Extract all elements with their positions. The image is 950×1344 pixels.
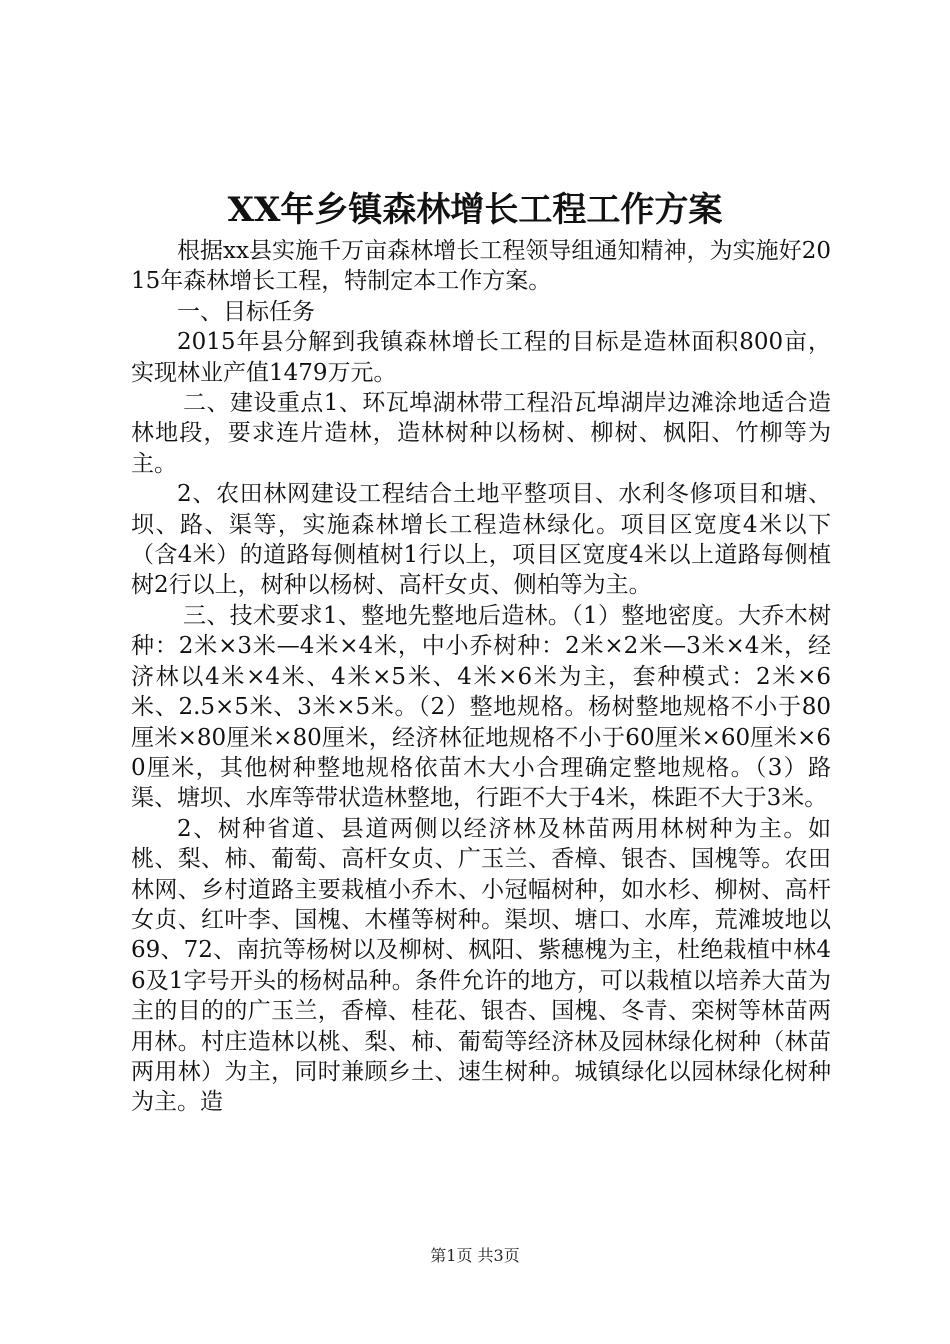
- page-footer: 第1页 共3页: [430, 1246, 520, 1265]
- paragraph-intro: 根据xx县实施千万亩森林增长工程领导组通知精神，为实施好2015年森林增长工程，特制定本工作方案。: [131, 238, 831, 295]
- document-body: [131, 236, 831, 1118]
- paragraph-farmland-network: 2、农田林网建设工程结合土地平整项目、水利冬修项目和塘、坝、路、渠等，实施森林增长工程造林绿化。项目区宽度4米以下（含4米）的道路每侧植树1行以上，项目区宽度4米以上道路每侧植树2行以上，树种以杨树、高杆女贞、侧柏等为主。: [131, 481, 831, 599]
- paragraph-targets: 2015年县分解到我镇森林增长工程的目标是造林面积800亩，实现林业产值1479万元。: [131, 329, 831, 386]
- paragraph-heading-targets: 一、目标任务: [177, 298, 315, 325]
- paragraph-technical-requirements: 三、技术要求1、整地先整地后造林。（1）整地密度。大乔木树种：2米×3米—4米×4米，中小乔树种：2米×2米—3米×4米，经济林以4米×4米、4米×5米、4米×6米为主，套种模式：2米×6米、2.5×5米、3米×5米。（2）整地规格。杨树整地规格不小于80厘米×80厘米×80厘米，经济林征地规格不小于60厘米×60厘米×60厘米，其他树种整地规格依苗木大小合理确定整地规格。（3）路渠、塘坝、水库等带状造林整地，行距不大于4米，株距不大于3米。: [131, 602, 831, 812]
- paragraph-construction-focus: 二、建设重点1、环瓦埠湖林带工程沿瓦埠湖岸边滩涂地适合造林地段，要求连片造林，造林树种以杨树、柳树、枫阳、竹柳等为主。: [131, 390, 831, 477]
- paragraph-tree-species: 2、树种省道、县道两侧以经济林及林苗两用林树种为主。如桃、梨、柿、葡萄、高杆女贞、广玉兰、香樟、银杏、国槐等。农田林网、乡村道路主要栽植小乔木、小冠幅树种，如水杉、柳树、高杆女贞、红叶李、国槐、木槿等树种。渠坝、塘口、水库，荒滩坡地以69、72、南抗等杨树以及柳树、枫阳、紫穗槐为主，杜绝栽植中林46及1字号开头的杨树品种。条件允许的地方，可以栽植以培养大苗为主的目的的广玉兰，香樟、桂花、银杏、国槐、冬青、栾树等林苗两用林。村庄造林以桃、梨、柿、葡萄等经济林及园林绿化树种（林苗两用林）为主，同时兼顾乡土、速生树种。城镇绿化以园林绿化树种为主。造: [131, 815, 831, 1116]
- document-title: XX年乡镇森林增长工程工作方案: [227, 190, 723, 230]
